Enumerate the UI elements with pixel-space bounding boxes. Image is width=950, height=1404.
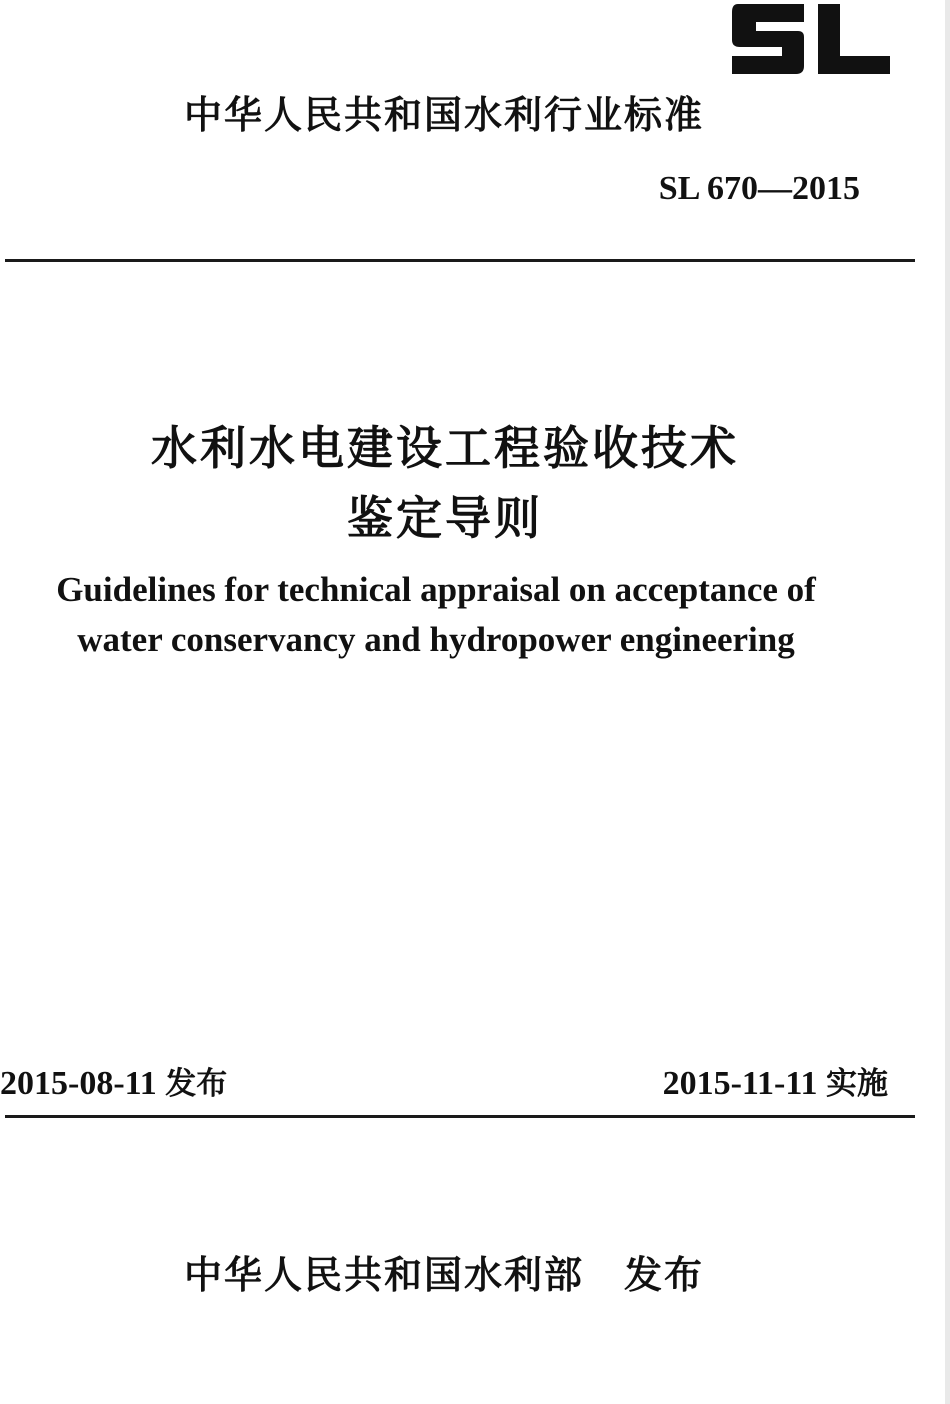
title-en-line-2: water conservancy and hydropower engineering <box>77 620 795 659</box>
effective-label: 实施 <box>826 1066 888 1102</box>
top-divider <box>5 259 915 262</box>
title-cn-line-2: 鉴定导则 <box>347 491 543 545</box>
effective-date <box>663 1058 888 1103</box>
sl-logo <box>726 0 894 78</box>
title-en-line-1: Guidelines for technical appraisal on acceptance of <box>56 570 816 609</box>
publisher-line <box>184 1244 704 1299</box>
publisher-name: 中华人民共和国水利部 <box>184 1253 585 1297</box>
issue-date-value: 2015-08-11 <box>0 1065 157 1102</box>
page-edge-shadow <box>945 0 950 1404</box>
issue-label: 发布 <box>165 1066 228 1102</box>
effective-date-value: 2015-11-11 <box>662 1065 818 1102</box>
publish-label: 发布 <box>624 1253 705 1297</box>
bottom-divider <box>5 1115 915 1118</box>
issue-date <box>0 1058 227 1103</box>
title-cn-line-1: 水利水电建设工程验收技术 <box>151 421 739 475</box>
standard-type-heading: 中华人民共和国水利行业标准 <box>184 93 705 137</box>
standard-code: SL 670—2015 <box>658 170 860 207</box>
